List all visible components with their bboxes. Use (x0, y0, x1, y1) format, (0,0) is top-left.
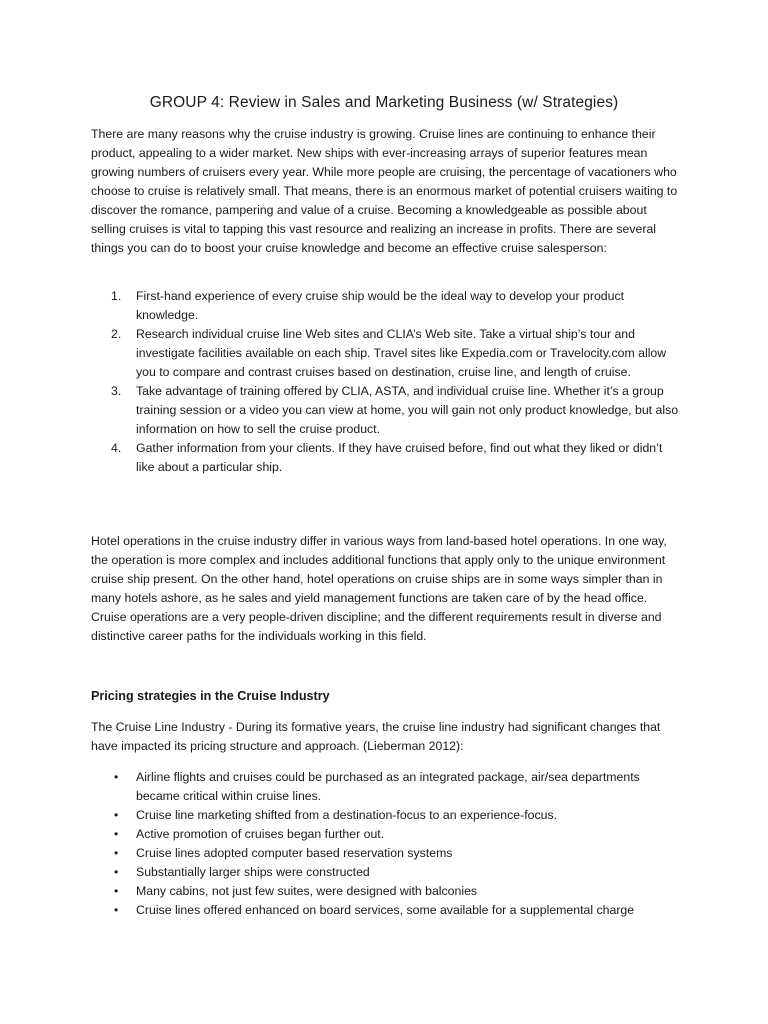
bullet-icon: • (114, 865, 119, 879)
list-item (91, 382, 681, 439)
list-item (91, 768, 681, 806)
list-item-text: Active promotion of cruises began further out. (136, 827, 385, 841)
list-number: 1. (111, 289, 122, 303)
bullet-icon: • (114, 884, 119, 898)
list-item (91, 844, 681, 863)
list-item-text: Substantially larger ships were constructed (136, 865, 370, 879)
list-number: 4. (111, 441, 122, 455)
intro-paragraph: There are many reasons why the cruise industry is growing. Cruise lines are continuing to enhance their product, appealing to a wider market. New ships with ever-increasing arrays of superior features mean growing numbers of cruisers every year. While more people are cruising, the percentage of vacationers who choose to cruise is relatively small. That means, there is an enormous market of potential cruisers waiting to discover the romance, pampering and value of a cruise. Becoming a knowledgeable as possible about selling cruises is vital to tapping this vast resource and realizing an increase in profits. There are several things you can do to boost your cruise knowledge and become an effective cruise salesperson: (91, 127, 678, 255)
pricing-changes-list (91, 768, 681, 920)
list-item-text: Many cabins, not just few suites, were designed with balconies (136, 884, 478, 898)
bullet-icon: • (114, 903, 119, 917)
bullet-icon: • (114, 808, 119, 822)
list-item-text: Research individual cruise line Web sites and CLIA’s Web site. Take a virtual ship’s tour and investigate facilities available on each ship. Travel sites like Expedia.com or Travelocity.com allow you to compare and contrast cruises based on destination, cruise line, and length of cruise. (136, 327, 667, 379)
hotel-operations-paragraph: Hotel operations in the cruise industry differ in various ways from land-based hotel operations. In one way, the operation is more complex and includes additional functions that apply only to the unique environment cruise ship present. On the other hand, hotel operations on cruise ships are in some ways simpler than in many hotels ashore, as he sales and yield management functions are taken care of by the head office. Cruise operations are a very people-driven discipline; and the different requirements result in diverse and distinctive career paths for the individuals working in this field. (91, 534, 667, 643)
cruise-line-industry-paragraph: The Cruise Line Industry - During its formative years, the cruise line industry had significant changes that have impacted its pricing structure and approach. (Lieberman 2012): (91, 720, 661, 753)
bullet-icon: • (114, 770, 119, 784)
list-item-text: Cruise line marketing shifted from a destination-focus to an experience-focus. (136, 808, 558, 822)
list-item (91, 325, 681, 382)
bullet-icon: • (114, 827, 119, 841)
list-number: 2. (111, 327, 122, 341)
list-number: 3. (111, 384, 122, 398)
knowledge-steps-list (91, 287, 681, 477)
list-item-text: Cruise lines adopted computer based reservation systems (136, 846, 453, 860)
list-item-text: Gather information from your clients. If they have cruised before, find out what they liked or didn’t like about a particular ship. (136, 441, 663, 474)
list-item (91, 806, 681, 825)
list-item (91, 863, 681, 882)
list-item-text: First-hand experience of every cruise ship would be the ideal way to develop your product knowledge. (136, 289, 625, 322)
list-item-text: Take advantage of training offered by CLIA, ASTA, and individual cruise line. Whether it’s a group training session or a video you can view at home, you will gain not only product knowledge, but also information on how to sell the cruise product. (136, 384, 679, 436)
document-title: GROUP 4: Review in Sales and Marketing Business (w/ Strategies) (149, 94, 619, 111)
list-item (91, 439, 681, 477)
list-item (91, 825, 681, 844)
bullet-icon: • (114, 846, 119, 860)
list-item (91, 901, 681, 920)
pricing-heading: Pricing strategies in the Cruise Industry (91, 689, 330, 703)
list-item-text: Airline flights and cruises could be purchased as an integrated package, air/sea departments became critical within cruise lines. (136, 770, 640, 803)
list-item-text: Cruise lines offered enhanced on board services, some available for a supplemental charge (136, 903, 635, 917)
list-item (91, 287, 681, 325)
list-item (91, 882, 681, 901)
